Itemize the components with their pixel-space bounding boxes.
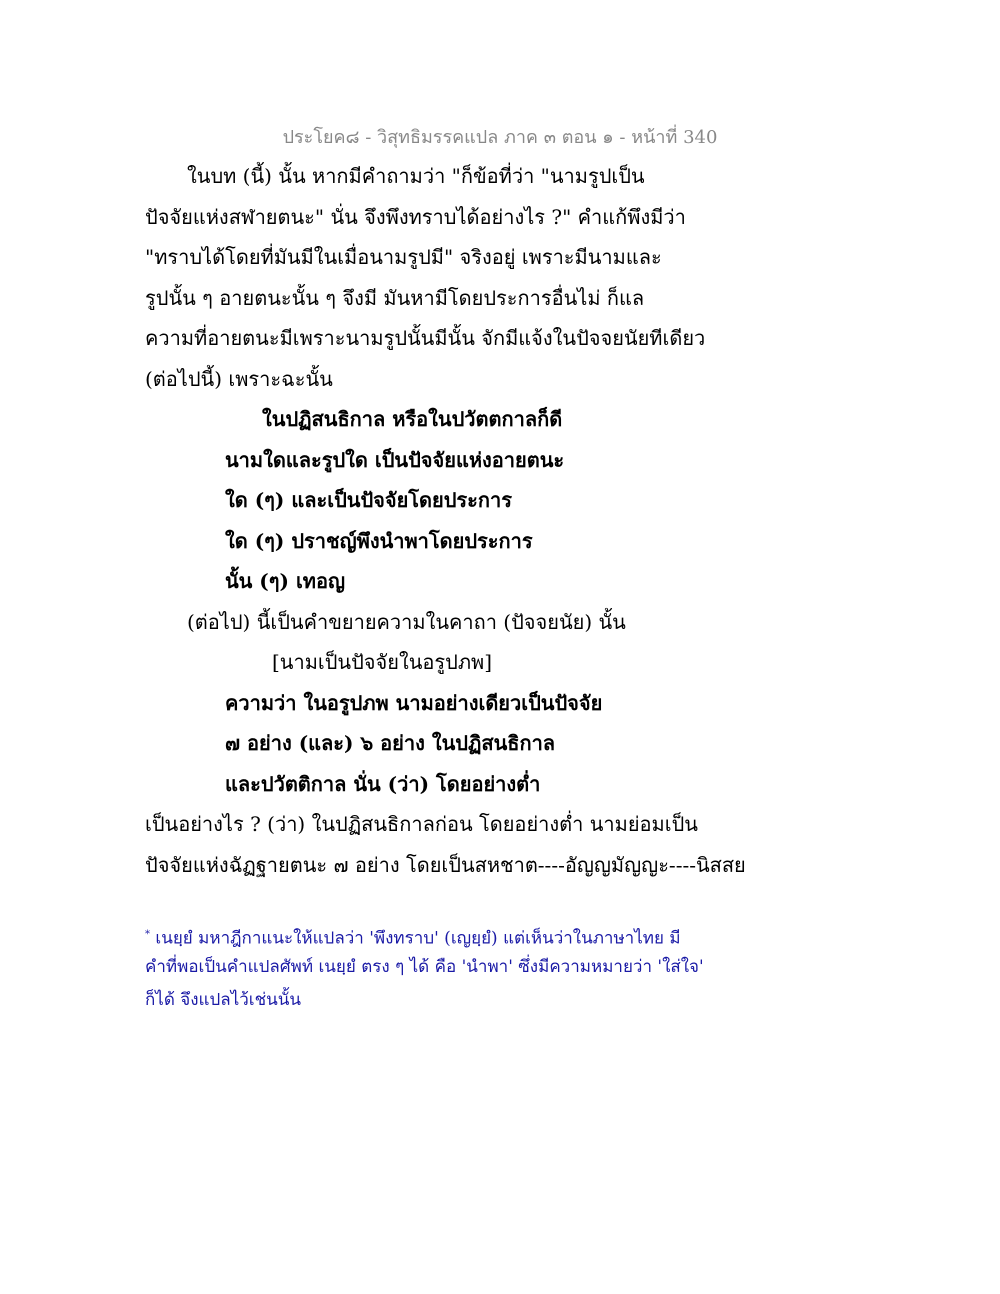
footnote-marker: *	[145, 929, 150, 940]
verse-line: ความว่า ในอรูปภพ นามอย่างเดียวเป็นปัจจัย	[225, 690, 603, 715]
paragraph-line: เป็นอย่างไร ? (ว่า) ในปฏิสนธิกาลก่อน โดยอย่างต่ำ นามย่อมเป็น	[145, 812, 698, 836]
verse-line: และปวัตติกาล นั่น (ว่า) โดยอย่างต่ำ	[225, 771, 541, 796]
verse-line: ใด (ๆ) ปราชญ์พึงนำพาโดยประการ	[225, 528, 533, 553]
paragraph-line: (ต่อไป) นี้เป็นคำขยายความในคาถา (ปัจจยนัย) นั้น	[187, 609, 626, 634]
verse-line: ในปฏิสนธิกาล หรือในปวัตตกาลก็ดี	[262, 407, 563, 431]
verse-line: ใด (ๆ) และเป็นปัจจัยโดยประการ	[225, 488, 513, 512]
section-heading: [นามเป็นปัจจัยในอรูปภพ]	[272, 650, 492, 674]
footnote-text: เนยฺยํ มหาฎีกาแนะให้แปลว่า 'พึงทราบ' (เญยฺยํ) แต่เห็นว่าในภาษาไทย มี	[155, 928, 681, 949]
verse-line: นามใดและรูปใด เป็นปัจจัยแห่งอายตนะ	[225, 447, 565, 472]
paragraph-line: ปัจจัยแห่งฉัฏฐายตนะ ๗ อย่าง โดยเป็นสหชาต----อัญญมัญญะ----นิสสย	[145, 852, 746, 877]
paragraph-line: ปัจจัยแห่งสฬายตนะ" นั่น จึงพึงทราบได้อย่างไร ?" คำแก้พึงมีว่า	[145, 204, 686, 229]
paragraph-line: (ต่อไปนี้) เพราะฉะนั้น	[145, 366, 333, 391]
page-header: ประโยค๘ - วิสุทธิมรรคแปล ภาค ๓ ตอน ๑ - หน้าที่ 340	[282, 127, 718, 148]
footnote	[145, 918, 865, 1017]
paragraph-line: "ทราบได้โดยที่มันมีในเมื่อนามรูปมี" จริงอยู่ เพราะมีนามและ	[145, 245, 662, 269]
verse-line: ๗ อย่าง (และ) ๖ อย่าง ในปฏิสนธิกาล	[225, 731, 556, 755]
paragraph-line: ความที่อายตนะมีเพราะนามรูปนั้นมีนั้น จักมีแจ้งในปัจจยนัยทีเดียว	[145, 326, 706, 350]
footnote-line: ก็ได้ จึงแปลไว้เช่นนั้น	[145, 990, 302, 1010]
paragraph-line: รูปนั้น ๆ อายตนะนั้น ๆ จึงมี มันหามีโดยประการอื่นไม่ ก็แล	[145, 285, 645, 310]
footnote-line	[145, 918, 865, 951]
verse-line: นั้น (ๆ) เทอญ	[225, 569, 346, 593]
main-text	[145, 156, 865, 885]
footnote-line: คำที่พอเป็นคำแปลศัพท์ เนยฺยํ ตรง ๆ ได้ คือ 'นำพา' ซึ่งมีความหมายว่า 'ใส่ใจ'	[145, 957, 704, 977]
paragraph-line: ในบท (นี้) นั้น หากมีคำถามว่า "ก็ข้อที่ว่า "นามรูปเป็น	[187, 164, 645, 188]
